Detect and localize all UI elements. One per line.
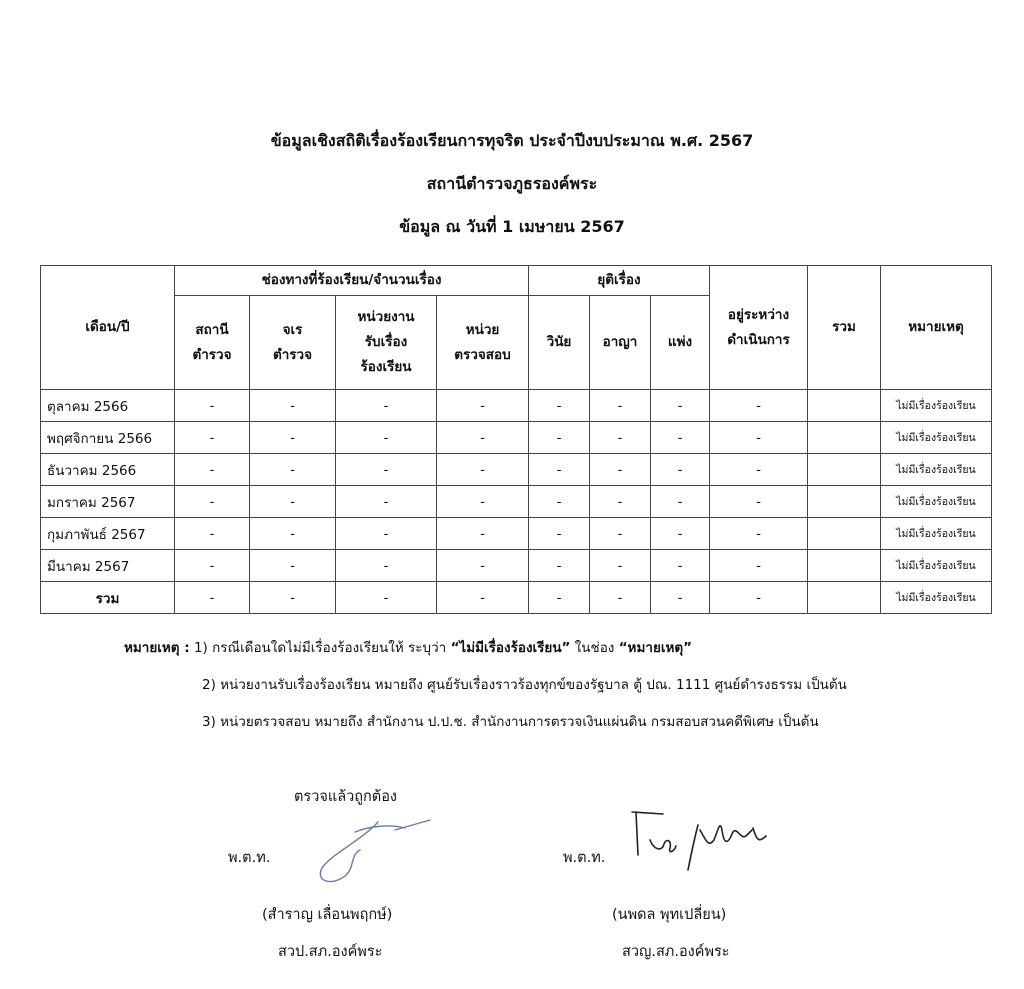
signer-position-right: สวญ.สภ.องค์พระ: [622, 944, 730, 960]
table-cell: -: [250, 390, 336, 422]
note-1: หมายเหตุ : 1) กรณีเดือนใดไม่มีเรื่องร้องเรียนให้ ระบุว่า “ไม่มีเรื่องร้องเรียน” ในช่อง “หมายเหตุ”: [124, 640, 693, 656]
table-cell: -: [710, 422, 808, 454]
signer-name-right: (นพดล พุทเปลี่ยน): [612, 907, 727, 923]
table-cell: -: [250, 422, 336, 454]
table-cell: -: [710, 486, 808, 518]
table-cell: -: [175, 486, 250, 518]
table-cell: -: [590, 486, 651, 518]
total-label: รวม: [41, 582, 175, 614]
as-of-date: ข้อมูล ณ วันที่ 1 เมษายน 2567: [399, 217, 625, 236]
month-cell: มีนาคม 2567: [41, 550, 175, 582]
table-cell: -: [651, 422, 710, 454]
table-cell: -: [336, 486, 437, 518]
header-discipline: วินัย: [529, 296, 590, 390]
header-pending: อยู่ระหว่าง ดำเนินการ: [710, 266, 808, 390]
table-cell: -: [590, 422, 651, 454]
month-cell: มกราคม 2567: [41, 486, 175, 518]
remark-cell: ไม่มีเรื่องร้องเรียน: [881, 454, 992, 486]
month-cell: กุมภาพันธ์ 2567: [41, 518, 175, 550]
month-cell: พฤศจิกายน 2566: [41, 422, 175, 454]
station-name: สถานีตำรวจภูธรองค์พระ: [426, 174, 598, 193]
verified-label: ตรวจแล้วถูกต้อง: [294, 789, 397, 805]
header-total: รวม: [808, 266, 881, 390]
table-cell: -: [437, 422, 529, 454]
remark-cell: ไม่มีเรื่องร้องเรียน: [881, 486, 992, 518]
table-cell: -: [529, 422, 590, 454]
table-cell: [808, 390, 881, 422]
table-cell: -: [529, 550, 590, 582]
table-cell: -: [175, 582, 250, 614]
table-cell: -: [710, 454, 808, 486]
table-cell: -: [529, 486, 590, 518]
document-title: ข้อมูลเชิงสถิติเรื่องร้องเรียนการทุจริต ประจำปีงบประมาณ พ.ศ. 2567: [270, 131, 754, 150]
table-cell: -: [437, 486, 529, 518]
table-cell: -: [529, 582, 590, 614]
table-cell: -: [336, 582, 437, 614]
header-complaint-agency: หน่วยงาน รับเรื่อง ร้องเรียน: [336, 296, 437, 390]
header-criminal: อาญา: [590, 296, 651, 390]
remark-cell: ไม่มีเรื่องร้องเรียน: [881, 422, 992, 454]
header-resolved-group: ยุติเรื่อง: [529, 266, 710, 296]
table-cell: -: [590, 454, 651, 486]
header-channels-group: ช่องทางที่ร้องเรียน/จำนวนเรื่อง: [175, 266, 529, 296]
table-cell: -: [336, 550, 437, 582]
table-row: [41, 422, 992, 454]
remark-cell: ไม่มีเรื่องร้องเรียน: [881, 518, 992, 550]
header-month: เดือน/ปี: [41, 266, 175, 390]
table-cell: -: [336, 518, 437, 550]
table-cell: -: [437, 454, 529, 486]
table-cell: -: [437, 550, 529, 582]
month-cell: ธันวาคม 2566: [41, 454, 175, 486]
signature-right-icon: [628, 800, 778, 875]
table-cell: -: [651, 390, 710, 422]
header-remark: หมายเหตุ: [881, 266, 992, 390]
table-cell: -: [175, 550, 250, 582]
rank-left: พ.ต.ท.: [228, 850, 271, 866]
table-cell: [808, 550, 881, 582]
table-cell: -: [250, 518, 336, 550]
header: [0, 126, 1024, 255]
table-cell: -: [651, 454, 710, 486]
table-cell: -: [175, 518, 250, 550]
table-cell: [808, 486, 881, 518]
table-cell: -: [250, 550, 336, 582]
rank-right: พ.ต.ท.: [563, 850, 606, 866]
table-cell: -: [175, 454, 250, 486]
table-cell: -: [250, 486, 336, 518]
table-cell: -: [710, 550, 808, 582]
table-cell: -: [437, 582, 529, 614]
table-row: [41, 550, 992, 582]
table-cell: -: [336, 454, 437, 486]
table-cell: -: [710, 390, 808, 422]
table-cell: -: [437, 390, 529, 422]
table-row: [41, 390, 992, 422]
remark-cell: ไม่มีเรื่องร้องเรียน: [881, 550, 992, 582]
table-cell: -: [437, 518, 529, 550]
header-civil: แพ่ง: [651, 296, 710, 390]
table-cell: -: [710, 518, 808, 550]
notes-label: หมายเหตุ :: [124, 640, 190, 656]
signer-name-left: (สำราญ เลื่อนพฤกษ์): [262, 907, 393, 923]
note-2: 2) หน่วยงานรับเรื่องร้องเรียน หมายถึง ศูนย์รับเรื่องราวร้องทุกข์ของรัฐบาล ตู้ ปณ. 1111 ศูนย์ดำรงธรรม เป็นต้น: [202, 677, 847, 693]
table-row: [41, 518, 992, 550]
table-cell: -: [529, 518, 590, 550]
table-cell: -: [651, 550, 710, 582]
table-cell: -: [336, 422, 437, 454]
table-row: [41, 486, 992, 518]
table-cell: -: [175, 422, 250, 454]
header-station-police: สถานี ตำรวจ: [175, 296, 250, 390]
table-cell: [808, 518, 881, 550]
note-3: 3) หน่วยตรวจสอบ หมายถึง สำนักงาน ป.ป.ช. สำนักงานการตรวจเงินแผ่นดิน กรมสอบสวนคดีพิเศษ เป็นต้น: [202, 714, 819, 730]
remark-cell: ไม่มีเรื่องร้องเรียน: [881, 582, 992, 614]
table-row: [41, 454, 992, 486]
table-cell: -: [590, 582, 651, 614]
table-cell: -: [529, 454, 590, 486]
remark-cell: ไม่มีเรื่องร้องเรียน: [881, 390, 992, 422]
table-body: [41, 390, 992, 582]
table-cell: -: [651, 486, 710, 518]
month-cell: ตุลาคม 2566: [41, 390, 175, 422]
table-cell: -: [590, 518, 651, 550]
signature-left-icon: [300, 810, 450, 890]
table-cell: -: [651, 582, 710, 614]
notes-section: [124, 637, 847, 748]
table-cell: -: [250, 582, 336, 614]
table-cell: [808, 422, 881, 454]
table-cell: [808, 454, 881, 486]
table-cell: -: [590, 550, 651, 582]
complaint-statistics-table: [40, 265, 992, 614]
table-cell: -: [710, 582, 808, 614]
signer-position-left: สวป.สภ.องค์พระ: [278, 944, 383, 960]
header-audit-unit: หน่วย ตรวจสอบ: [437, 296, 529, 390]
header-police-inspector: จเร ตำรวจ: [250, 296, 336, 390]
table-cell: -: [529, 390, 590, 422]
table-cell: -: [590, 390, 651, 422]
total-row: [41, 582, 992, 614]
table-cell: -: [336, 390, 437, 422]
table-cell: -: [175, 390, 250, 422]
table-cell: -: [651, 518, 710, 550]
table-cell: -: [250, 454, 336, 486]
table-cell: [808, 582, 881, 614]
